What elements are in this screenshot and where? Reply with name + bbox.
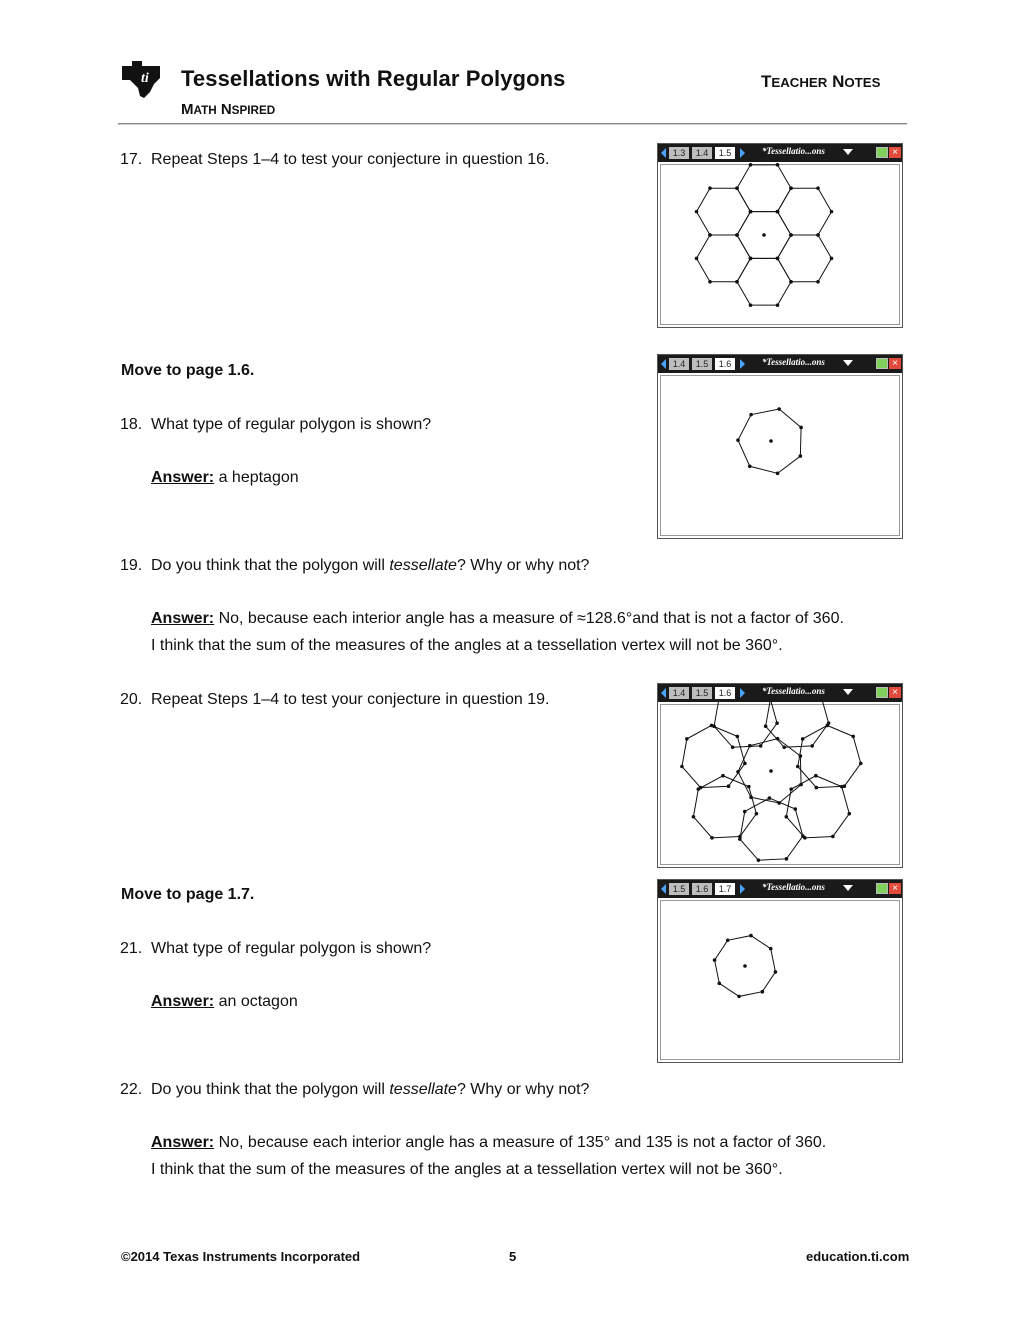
svg-text:ti: ti (141, 71, 149, 86)
hexagon-tessellation-figure (658, 162, 902, 327)
vertex-point (840, 785, 844, 789)
footer-page-number: 5 (509, 1249, 517, 1264)
ti-texas-logo-icon (120, 58, 162, 100)
document-name: *Tessellatio...ons (762, 686, 825, 696)
vertex-point (789, 233, 793, 237)
vertex-point (743, 810, 747, 814)
vertex-point (776, 163, 780, 167)
vertex-point (727, 784, 731, 788)
vertex-point (749, 934, 753, 938)
heptagon-surrounding (693, 776, 756, 838)
tab-page[interactable]: 1.5 (692, 687, 712, 699)
vertex-point (831, 835, 835, 839)
calculator-screen-page-1-7 (657, 879, 903, 1063)
document-name: *Tessellatio...ons (762, 146, 825, 156)
vertex-point (816, 233, 820, 237)
vertex-point (761, 990, 765, 994)
vertex-point (708, 280, 712, 284)
vertex-point (708, 186, 712, 190)
vertex-point (776, 210, 780, 214)
vertex-point (816, 186, 820, 190)
tab-page-active[interactable]: 1.5 (715, 147, 735, 159)
heptagon-surrounding (766, 702, 829, 747)
chevron-down-icon[interactable] (843, 360, 853, 366)
vertex-point (796, 765, 800, 769)
question-17: 17. Repeat Steps 1–4 to test your conjecture in question 16. (120, 151, 550, 168)
vertex-point (764, 724, 768, 728)
heptagon-surrounding (786, 776, 849, 838)
hexagon-surrounding (737, 165, 791, 212)
tab-page[interactable]: 1.4 (669, 687, 689, 699)
tab-scroll-right-icon[interactable] (740, 148, 745, 158)
vertex-point (782, 745, 786, 749)
vertex-point (801, 834, 805, 838)
vertex-point (749, 210, 753, 214)
calculator-toolbar (658, 684, 902, 702)
heptagon-surrounding (714, 702, 777, 747)
close-icon[interactable]: × (889, 358, 901, 369)
answer-19: Answer: No, because each interior angle has a measure of ≈128.6°and that is not a factor of 360. I think that the sum of the measures of the angles at a tessellation vertex will not be 360°. (151, 610, 844, 654)
battery-icon (876, 883, 888, 894)
tab-page[interactable]: 1.3 (669, 147, 689, 159)
center-point (762, 233, 766, 237)
question-22: 22. Do you think that the polygon will tessellate? Why or why not? (120, 1081, 590, 1098)
vertex-point (789, 787, 793, 791)
vertex-point (755, 812, 759, 816)
tab-scroll-left-icon[interactable] (661, 884, 666, 894)
hexagon-surrounding (697, 235, 751, 282)
vertex-point (748, 464, 752, 468)
vertex-point (680, 765, 684, 769)
tab-page[interactable]: 1.5 (669, 883, 689, 895)
question-21: 21. What type of regular polygon is shown? (120, 940, 432, 957)
tab-scroll-right-icon[interactable] (740, 688, 745, 698)
vertex-point (695, 210, 699, 214)
heptagon-figure (658, 373, 902, 538)
document-title: Tessellations with Regular Polygons (181, 66, 566, 91)
vertex-point (736, 735, 740, 739)
vertex-point (699, 786, 703, 790)
vertex-point (747, 785, 751, 789)
vertex-point (774, 970, 778, 974)
battery-icon (876, 687, 888, 698)
chevron-down-icon[interactable] (843, 689, 853, 695)
move-to-page-1-6: Move to page 1.6. (121, 362, 255, 379)
vertex-point (776, 472, 780, 476)
close-icon[interactable]: × (889, 687, 901, 698)
calculator-screen-page-1-6 (657, 354, 903, 539)
answer-22: Answer: No, because each interior angle has a measure of 135° and 135 is not a factor of 360. I think that the sum of the measures of the angles at a tessellation vertex will not be 360°. (151, 1134, 827, 1178)
tab-scroll-right-icon[interactable] (740, 359, 745, 369)
document-name: *Tessellatio...ons (762, 882, 825, 892)
calculator-toolbar (658, 355, 902, 373)
answer-18: Answer: a heptagon (151, 469, 299, 486)
move-to-page-1-7: Move to page 1.7. (121, 886, 255, 903)
chevron-down-icon[interactable] (843, 149, 853, 155)
calculator-toolbar (658, 880, 902, 898)
vertex-point (685, 737, 689, 741)
tab-scroll-left-icon[interactable] (661, 688, 666, 698)
tab-scroll-right-icon[interactable] (740, 884, 745, 894)
center-point (769, 769, 773, 773)
vertex-point (749, 163, 753, 167)
vertex-point (851, 735, 855, 739)
vertex-point (735, 233, 739, 237)
question-19: 19. Do you think that the polygon will tessellate? Why or why not? (120, 557, 590, 574)
vertex-point (769, 947, 773, 951)
heptagon-surrounding (798, 725, 861, 787)
vertex-point (731, 745, 735, 749)
hexagon-surrounding (697, 188, 751, 235)
vertex-point (776, 303, 780, 307)
tab-scroll-left-icon[interactable] (661, 148, 666, 158)
calculator-screen-page-1-5 (657, 143, 903, 328)
tab-scroll-left-icon[interactable] (661, 359, 666, 369)
vertex-point (810, 744, 814, 748)
answer-21: Answer: an octagon (151, 993, 298, 1010)
vertex-point (847, 812, 851, 816)
battery-icon (876, 358, 888, 369)
vertex-point (735, 186, 739, 190)
battery-icon (876, 147, 888, 158)
header-divider (118, 123, 907, 125)
vertex-point (726, 938, 730, 942)
document-name: *Tessellatio...ons (762, 357, 825, 367)
vertex-point (749, 303, 753, 307)
vertex-point (736, 438, 740, 442)
vertex-point (735, 280, 739, 284)
vertex-point (743, 762, 747, 766)
heptagon-surrounding (682, 725, 745, 787)
vertex-point (757, 858, 761, 862)
vertex-point (749, 257, 753, 261)
close-icon[interactable]: × (889, 147, 901, 158)
tab-page[interactable]: 1.6 (692, 883, 712, 895)
vertex-point (695, 257, 699, 261)
vertex-point (814, 774, 818, 778)
vertex-point (830, 210, 834, 214)
vertex-point (692, 815, 696, 819)
calculator-toolbar (658, 144, 902, 162)
octagon-figure (658, 898, 902, 1062)
tab-page[interactable]: 1.4 (669, 358, 689, 370)
center-point (743, 964, 747, 968)
hexagon-surrounding (778, 235, 832, 282)
vertex-point (859, 762, 863, 766)
teacher-notes-label: TEACHER NOTES (761, 72, 881, 91)
vertex-point (708, 233, 712, 237)
vertex-point (785, 857, 789, 861)
vertex-point (776, 257, 780, 261)
close-icon[interactable]: × (889, 883, 901, 894)
vertex-point (793, 807, 797, 811)
vertex-point (775, 721, 779, 725)
vertex-point (830, 257, 834, 261)
vertex-point (815, 786, 819, 790)
vertex-point (713, 958, 717, 962)
vertex-point (738, 835, 742, 839)
vertex-point (737, 995, 741, 999)
vertex-point (816, 280, 820, 284)
tab-page-active[interactable]: 1.6 (715, 358, 735, 370)
vertex-point (789, 186, 793, 190)
footer-copyright: ©2014 Texas Instruments Incorporated (121, 1249, 361, 1264)
question-18: 18. What type of regular polygon is shown? (120, 416, 432, 433)
heptagon-surrounding (740, 798, 803, 860)
vertex-point (717, 982, 721, 986)
vertex-point (801, 737, 805, 741)
vertex-point (785, 815, 789, 819)
heptagon-tessellation-attempt-figure (658, 702, 902, 867)
vertex-point (768, 796, 772, 800)
hexagon-surrounding (778, 188, 832, 235)
center-point (769, 439, 773, 443)
tab-page-active[interactable]: 1.6 (715, 687, 735, 699)
tab-page-active[interactable]: 1.7 (715, 883, 735, 895)
vertex-point (777, 407, 781, 411)
hexagon-surrounding (737, 258, 791, 305)
document-subtitle: MATH NSPIRED (181, 101, 276, 118)
vertex-point (710, 836, 714, 840)
vertex-point (789, 280, 793, 284)
tab-page[interactable]: 1.4 (692, 147, 712, 159)
vertex-point (721, 774, 725, 778)
vertex-point (799, 426, 803, 430)
tab-page[interactable]: 1.5 (692, 358, 712, 370)
vertex-point (799, 454, 803, 458)
vertex-point (749, 413, 753, 417)
footer-website: education.ti.com (806, 1249, 910, 1264)
vertex-point (826, 724, 830, 728)
vertex-point (712, 724, 716, 728)
question-20: 20. Repeat Steps 1–4 to test your conjecture in question 19. (120, 691, 550, 708)
chevron-down-icon[interactable] (843, 885, 853, 891)
vertex-point (759, 744, 763, 748)
calculator-screen-page-1-6-tessellation (657, 683, 903, 868)
